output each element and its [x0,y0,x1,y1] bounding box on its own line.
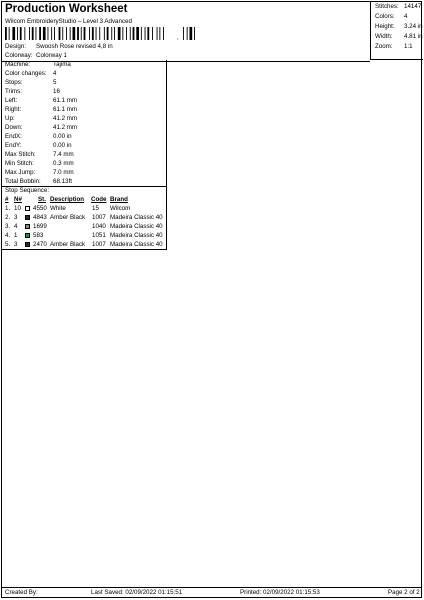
col-header-code: Code [91,196,107,203]
up-row: Up: 41.2 mm [5,115,78,122]
machine-row: Machine: Tajima [5,61,71,68]
stop-number: 4. [5,232,11,239]
stitch-count: 1699 [33,223,47,230]
stop-number: 3. [5,223,11,230]
trims-row: Trims: 16 [5,88,60,95]
stop-number: 5. [5,241,11,248]
thread-brand: Madeira Classic 40 [110,232,163,239]
table-row [2,223,167,232]
design-value: Swoosh Rose revised 4,8 in [36,43,113,50]
stop-sequence-title: Stop Sequence: [5,187,50,194]
table-row [2,232,167,241]
thread-brand: Wilcom [110,205,131,212]
stat-colors: Colors: 4 [375,13,408,20]
barcode [5,27,203,40]
thread-code: 1007 [92,214,106,221]
table-row [2,214,167,223]
page-number: Page 2 of 2 [388,589,420,596]
thread-description: White [50,205,66,212]
stat-width: Width: 4.81 in [375,33,423,40]
max-jump-row: Max Jump: 7.0 mm [5,169,74,176]
color-swatch [25,233,30,238]
colorway-label: Colorway: [5,52,33,59]
thread-description: Amber Black [50,214,86,221]
stats-box [370,2,423,60]
left-row: Left: 61.1 mm [5,97,78,104]
thread-description: Amber Black [50,241,86,248]
software-subtitle: Wilcom EmbroideryStudio – Level 3 Advanced [5,18,132,25]
stat-zoom: Zoom: 1:1 [375,43,413,50]
color-swatch [25,224,30,229]
stop-number: 2. [5,214,11,221]
down-row: Down: 41.2 mm [5,124,78,131]
table-row [2,241,167,250]
col-header-stitches: St. [38,196,46,203]
col-header-brand: Brand [110,196,128,203]
thread-code: 1007 [92,241,106,248]
worksheet-page [1,1,422,598]
stitch-count: 4550 [33,205,47,212]
right-row: Right: 61.1 mm [5,106,78,113]
needle-number: 3 [14,241,18,248]
table-row [2,205,167,214]
needle-number: 4 [14,223,18,230]
created-by: Created By: [5,589,38,596]
thread-code: 15 [92,205,99,212]
stat-height: Height: 3.24 in [375,23,423,30]
min-stitch-row: Min Stitch: 0.3 mm [5,160,74,167]
machine-panel [2,60,167,250]
stitch-count: 4843 [33,214,47,221]
thread-brand: Madeira Classic 40 [110,223,163,230]
endy-row: EndY: 0.00 in [5,142,72,149]
stitch-count: 2470 [33,241,47,248]
thread-code: 1051 [92,232,106,239]
stitch-count: 583 [33,232,44,239]
printed-date: Printed: 02/09/2022 01:15:53 [240,589,320,596]
design-label: Design: [5,43,26,50]
needle-number: 3 [14,214,18,221]
color-swatch [25,242,30,247]
page-title: Production Worksheet [5,3,128,15]
endx-row: EndX: 0.00 in [5,133,72,140]
stop-number: 1. [5,205,11,212]
max-stitch-row: Max Stitch: 7.4 mm [5,151,74,158]
total-bobbin-row: Total Bobbin: 68.13ft [5,178,72,185]
stat-stitches: Stitches: 14147 [375,3,422,10]
barcode-text: , [177,35,179,41]
colorway-value: Colorway 1 [36,52,67,59]
needle-number: 10 [14,205,21,212]
footer [2,587,421,597]
stops-row: Stops: 5 [5,79,57,86]
needle-number: 1 [14,232,18,239]
thread-brand: Madeira Classic 40 [110,214,163,221]
last-saved: Last Saved: 02/09/2022 01:15:51 [91,589,183,596]
color-swatch [25,206,30,211]
color-changes-row: Color changes: 4 [5,70,57,77]
design-row [2,43,370,52]
thread-brand: Madeira Classic 40 [110,241,163,248]
col-header-num: # [5,196,9,203]
color-swatch [25,215,30,220]
col-header-description: Description [50,196,85,203]
thread-code: 1040 [92,223,106,230]
col-header-needle: N# [14,196,22,203]
